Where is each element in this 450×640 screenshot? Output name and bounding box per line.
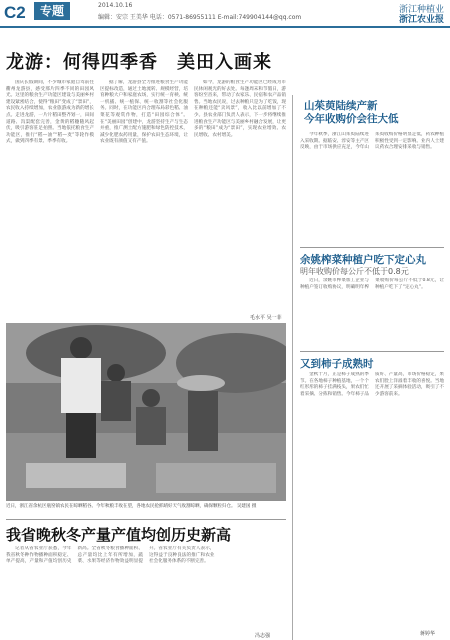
- sidebar-headline-2: 余姚榨菜种植户吃下定心丸: [300, 254, 426, 266]
- bottom-article: [6, 546, 286, 634]
- article-text: 国庆长假期间，不少城市家庭自驾前往衢州龙游县，感受那片四季不同的田园风光。这里的粮食生产功能区建设与美丽乡村建设紧密结合，使得“粮田”变成了“景田”，农民收入持续增加，农业旅游成为新的增长点。走进龙游，一片片稻田整齐划一，田间道路、沟渠配套完善，金黄的稻穗随风起伏，吸引游客驻足拍照。当地依托粮食生产功能区，推行“稻—油”“稻—麦”等轮作模式，做到四季有景、季季有收。: [6, 80, 94, 145]
- paper-name: 浙江农业报: [398, 15, 444, 25]
- sidebar-headline-3: 又到柿子成熟时: [300, 358, 374, 370]
- section-divider: [6, 519, 286, 520]
- article-text: 金秋十月，正是柿子成熟的季节。在各地柿子种植基地，一个个红彤彤的柿子挂满枝头，果农们忙着采摘、分拣和销售。今年柿子品质好、产量高，市场价格稳定，果农们脸上洋溢着丰收的喜悦。当地还开展了采摘体验活动，吸引了不少游客前来。: [300, 372, 444, 397]
- main-headline: 龙游：何得四季香 美田入画来: [6, 52, 272, 73]
- page-header: [0, 0, 450, 28]
- article-text: 近日，余姚市榨菜加工企业与种植户签订收购协议，明确明年榨菜收购价每公斤不低于0.8元，让种植户吃下了“定心丸”。: [300, 278, 444, 290]
- page-code: C2: [4, 3, 26, 22]
- sidebar-article-2: [300, 278, 444, 348]
- article-column-2: [100, 80, 188, 320]
- section-badge: 专题: [34, 2, 70, 20]
- bottom-headline: 我省晚秋冬产量产值均创历史新高: [6, 526, 232, 544]
- sidebar-headline-1: 山茱萸陆续产新 今年收购价会往大低: [304, 100, 399, 125]
- article-column-3: [194, 80, 286, 312]
- caption-text: 近日，浙江省余杭区瓶窑镇农民在晾晒稻谷。今年秋粮丰收在望，各地农民抢抓晴好天气收割晾晒，确保颗粒归仓。: [6, 504, 236, 509]
- sidebar-divider: [300, 247, 444, 248]
- sidebar-author: 蒋婷华: [420, 631, 436, 637]
- sidebar-article-3: [300, 372, 444, 630]
- article-text: 如今，龙游的粮食生产功能区已经成为市民休闲观光的好去处。每逢周末和节假日，游客纷至沓来，带动了农家乐、民宿和农产品销售。当地农民说，过去种粮只是为了吃饭，现在种粮还能“卖风景”，收入比以前增加了不少。县农业部门负责人表示，下一步将继续推进粮食生产功能区与美丽乡村融合发展，让更多的“粮田”成为“景田”，实现农业增效、农民增收、农村增美。: [194, 80, 286, 138]
- photo-caption: [6, 504, 286, 510]
- photo-credit: 吴建国 摄: [236, 504, 257, 509]
- article-text: 记者从省农业厅获悉，今年我省秋冬种作物播种面积稳定、单产提高，产量和产值均创历史新高。全省秋冬粮食播种面积、总产量均比上年有所增加，蔬菜、水果等经济作物效益明显提升。省农业厅有关负责人表示，这得益于良种良法的推广和农业社会化服务体系的不断完善。: [6, 546, 215, 565]
- editor-line: 编辑：安宗 王美华 电话：0571-86955111 E-mail:749904144@qq.com: [98, 14, 302, 21]
- sidebar-article-1: [300, 132, 444, 244]
- article-text: 据了解，龙游县全力推进粮食生产功能区提标改造，通过土地流转、规模经营，培育种粮大户和家庭农场，实行统一育秧、统一机插、统一植保、统一收割等社会化服务。同时，在功能区内合理布局彩色稻、油菜花等观赏作物，打造“田园综合体”。在“美丽田园”创建中，龙游坚持生产与生态并重，推广测土配方施肥和绿色防控技术，减少化肥农药用量，保护农田生态环境，让农业既有颜值又有产值。: [100, 80, 188, 145]
- article-text: 今年秋季，浙江山茱萸陆续进入采收期。据临安、淳安等主产区反映，由于市场供应充足，今年山茱萸收购价格明显走低，药农种植积极性受到一定影响。业内人士建议药农合理安排采收与销售。: [300, 132, 444, 151]
- sidebar-divider: [300, 351, 444, 352]
- issue-date: 2014.10.16: [98, 2, 133, 9]
- sidebar-subheadline-2: 明年收购价每公斤不低于0.8元: [300, 267, 409, 276]
- photo-image: [6, 323, 286, 501]
- article-column-1: [6, 80, 94, 320]
- article-author: 毛水平 吴一菲: [250, 315, 282, 321]
- paper-region: 浙江种植业: [398, 5, 444, 15]
- bottom-author: 冯志强: [255, 633, 271, 639]
